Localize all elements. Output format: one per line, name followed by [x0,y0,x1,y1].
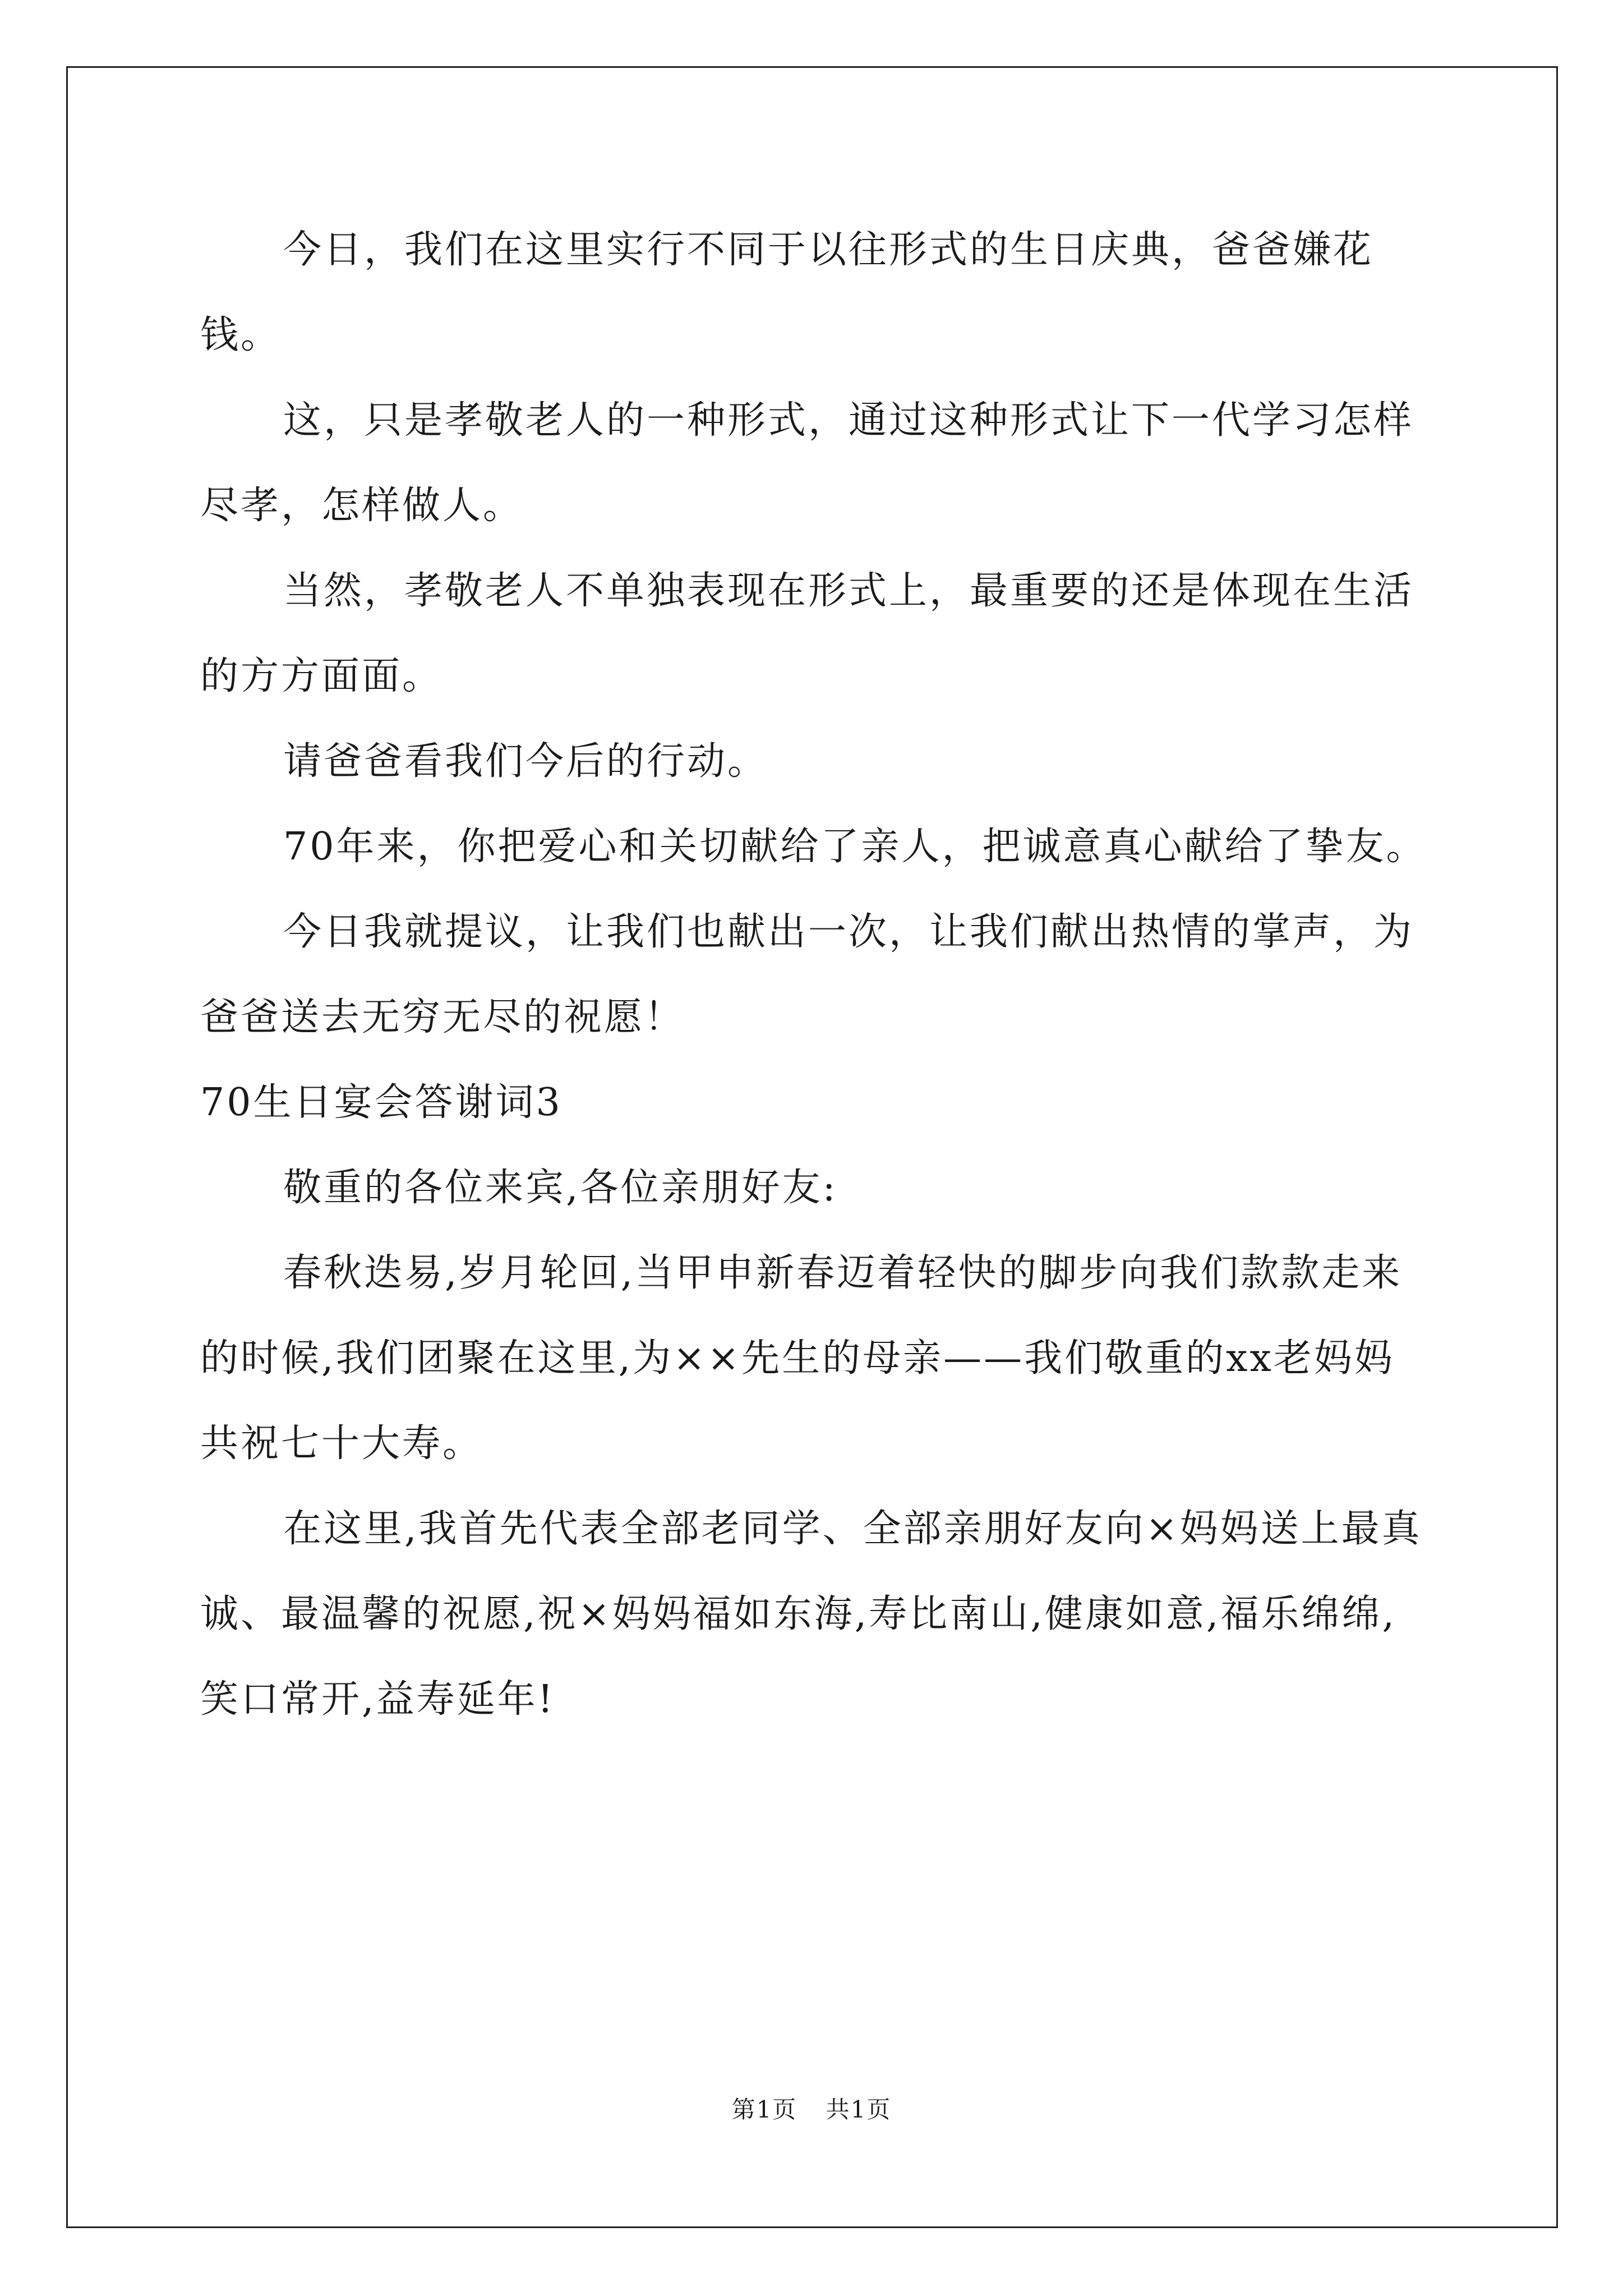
document-body [200,208,1431,1742]
paragraph: 70年来，你把爱心和关切献给了亲人，把诚意真心献给了挚友。 [283,825,1427,869]
paragraph: 今日我就提议，让我们也献出一次，让我们献出热情的掌声，为爸爸送去无穷无尽的祝愿！ [200,910,1414,1039]
paragraph: 今日，我们在这里实行不同于以往形式的生日庆典，爸爸嫌花钱。 [200,228,1374,357]
paragraph: 春秋迭易,岁月轮回,当甲申新春迈着轻快的脚步向我们款款走来的时候,我们团聚在这里,为××先生的母亲——我们敬重的xx老妈妈共祝七十大寿。 [200,1251,1403,1466]
paragraph: 敬重的各位来宾,各位亲朋好友: [283,1166,838,1210]
paragraph: 这，只是孝敬老人的一种形式，通过这种形式让下一代学习怎样尽孝，怎样做人。 [200,398,1414,528]
paragraph: 当然，孝敬老人不单独表现在形式上，最重要的还是体现在生活的方方面面。 [200,569,1414,698]
page-number: 第1页 [731,2096,797,2123]
section-heading: 70生日宴会答谢词3 [200,1080,562,1125]
paragraph: 在这里,我首先代表全部老同学、全部亲朋好友向×妈妈送上最真诚、最温馨的祝愿,祝×妈妈福如东海,寿比南山,健康如意,福乐绵绵,笑口常开,益寿延年! [200,1507,1422,1722]
page-total: 共1页 [826,2096,892,2123]
paragraph: 请爸爸看我们今后的行动。 [283,739,768,784]
page-footer [0,2091,1623,2125]
